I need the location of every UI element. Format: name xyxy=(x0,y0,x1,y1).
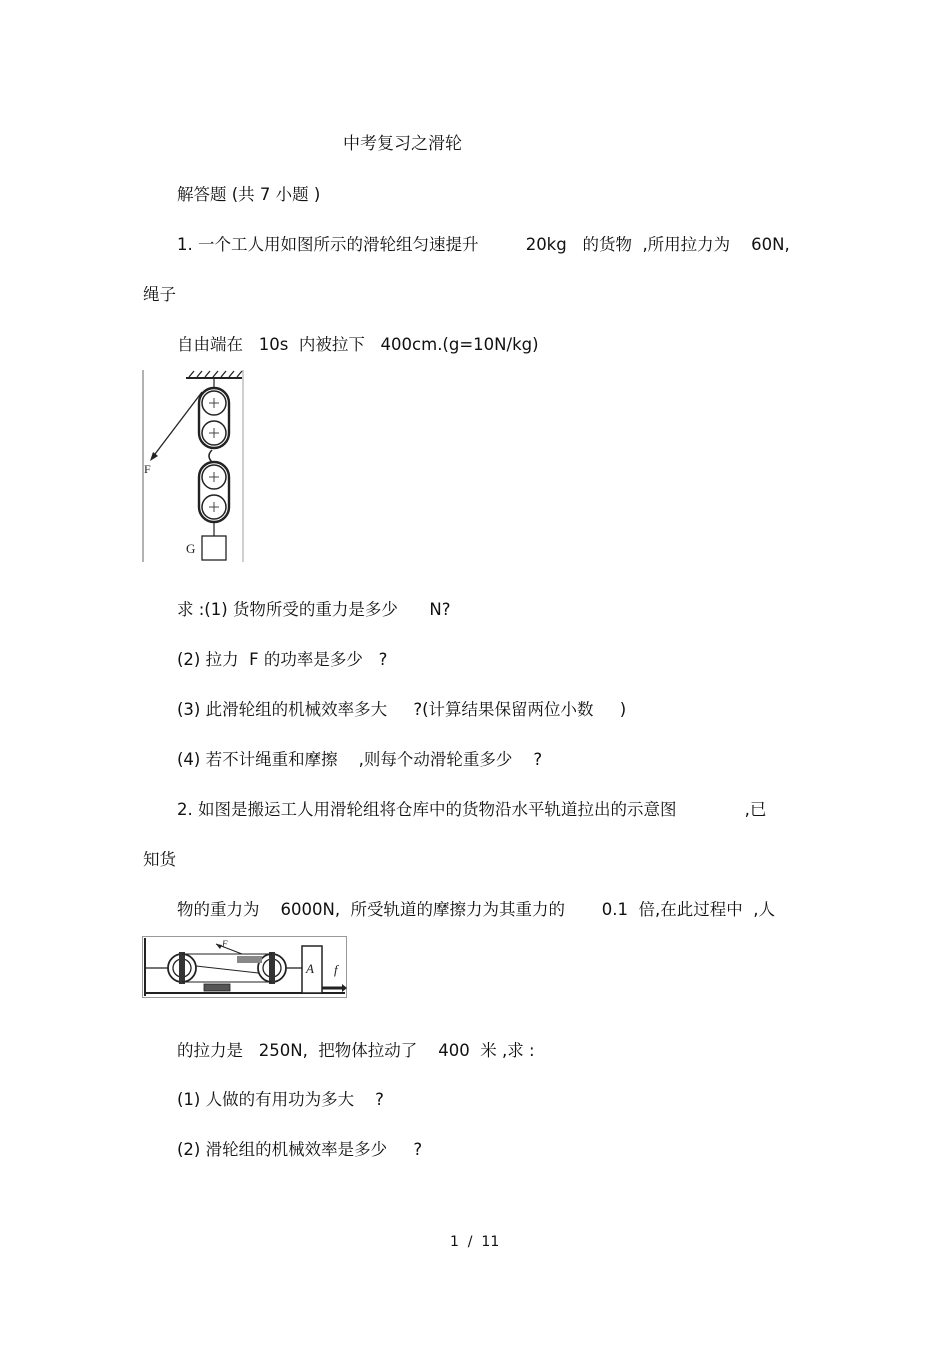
q1-line1: 1. 一个工人用如图所示的滑轮组匀速提升 20kg 的货物 ,所用拉力为 60N, xyxy=(177,235,790,254)
q1-line3: 自由端在 10s 内被拉下 400cm.(g=10N/kg) xyxy=(177,335,539,354)
q1-sub2: (2) 拉力 F 的功率是多少 ? xyxy=(177,650,388,669)
q1-pulley-figure xyxy=(142,370,244,562)
q2-block-label: A xyxy=(306,961,314,976)
q2-force-label: F xyxy=(222,939,228,949)
q2-line1: 2. 如图是搬运工人用滑轮组将仓库中的货物沿水平轨道拉出的示意图 ,已 xyxy=(177,800,767,819)
q2-pulley-figure xyxy=(142,936,347,998)
q1-force-label: F xyxy=(144,462,151,476)
q2-sub1: (1) 人做的有用功为多大 ? xyxy=(177,1090,384,1109)
q2-friction-label: f xyxy=(334,962,338,977)
page-number: 1 / 11 xyxy=(450,1234,500,1250)
q2-sub2: (2) 滑轮组的机械效率是多少 ? xyxy=(177,1140,423,1159)
q2-line2: 知货 xyxy=(143,850,176,869)
page-title: 中考复习之滑轮 xyxy=(343,134,462,154)
q1-weight-label: G xyxy=(186,541,196,556)
q1-sub3: (3) 此滑轮组的机械效率多大 ?(计算结果保留两位小数 ) xyxy=(177,700,627,719)
q2-line3: 物的重力为 6000N, 所受轨道的摩擦力为其重力的 0.1 倍,在此过程中 ,人 xyxy=(177,900,775,919)
q1-line2: 绳子 xyxy=(143,285,176,304)
q1-sub4: (4) 若不计绳重和摩擦 ,则每个动滑轮重多少 ? xyxy=(177,750,543,769)
section-heading: 解答题 (共 7 小题 ) xyxy=(177,185,321,204)
q2-line4: 的拉力是 250N, 把物体拉动了 400 米 ,求 : xyxy=(177,1041,535,1060)
q1-sub1: 求 :(1) 货物所受的重力是多少 N? xyxy=(177,600,451,619)
